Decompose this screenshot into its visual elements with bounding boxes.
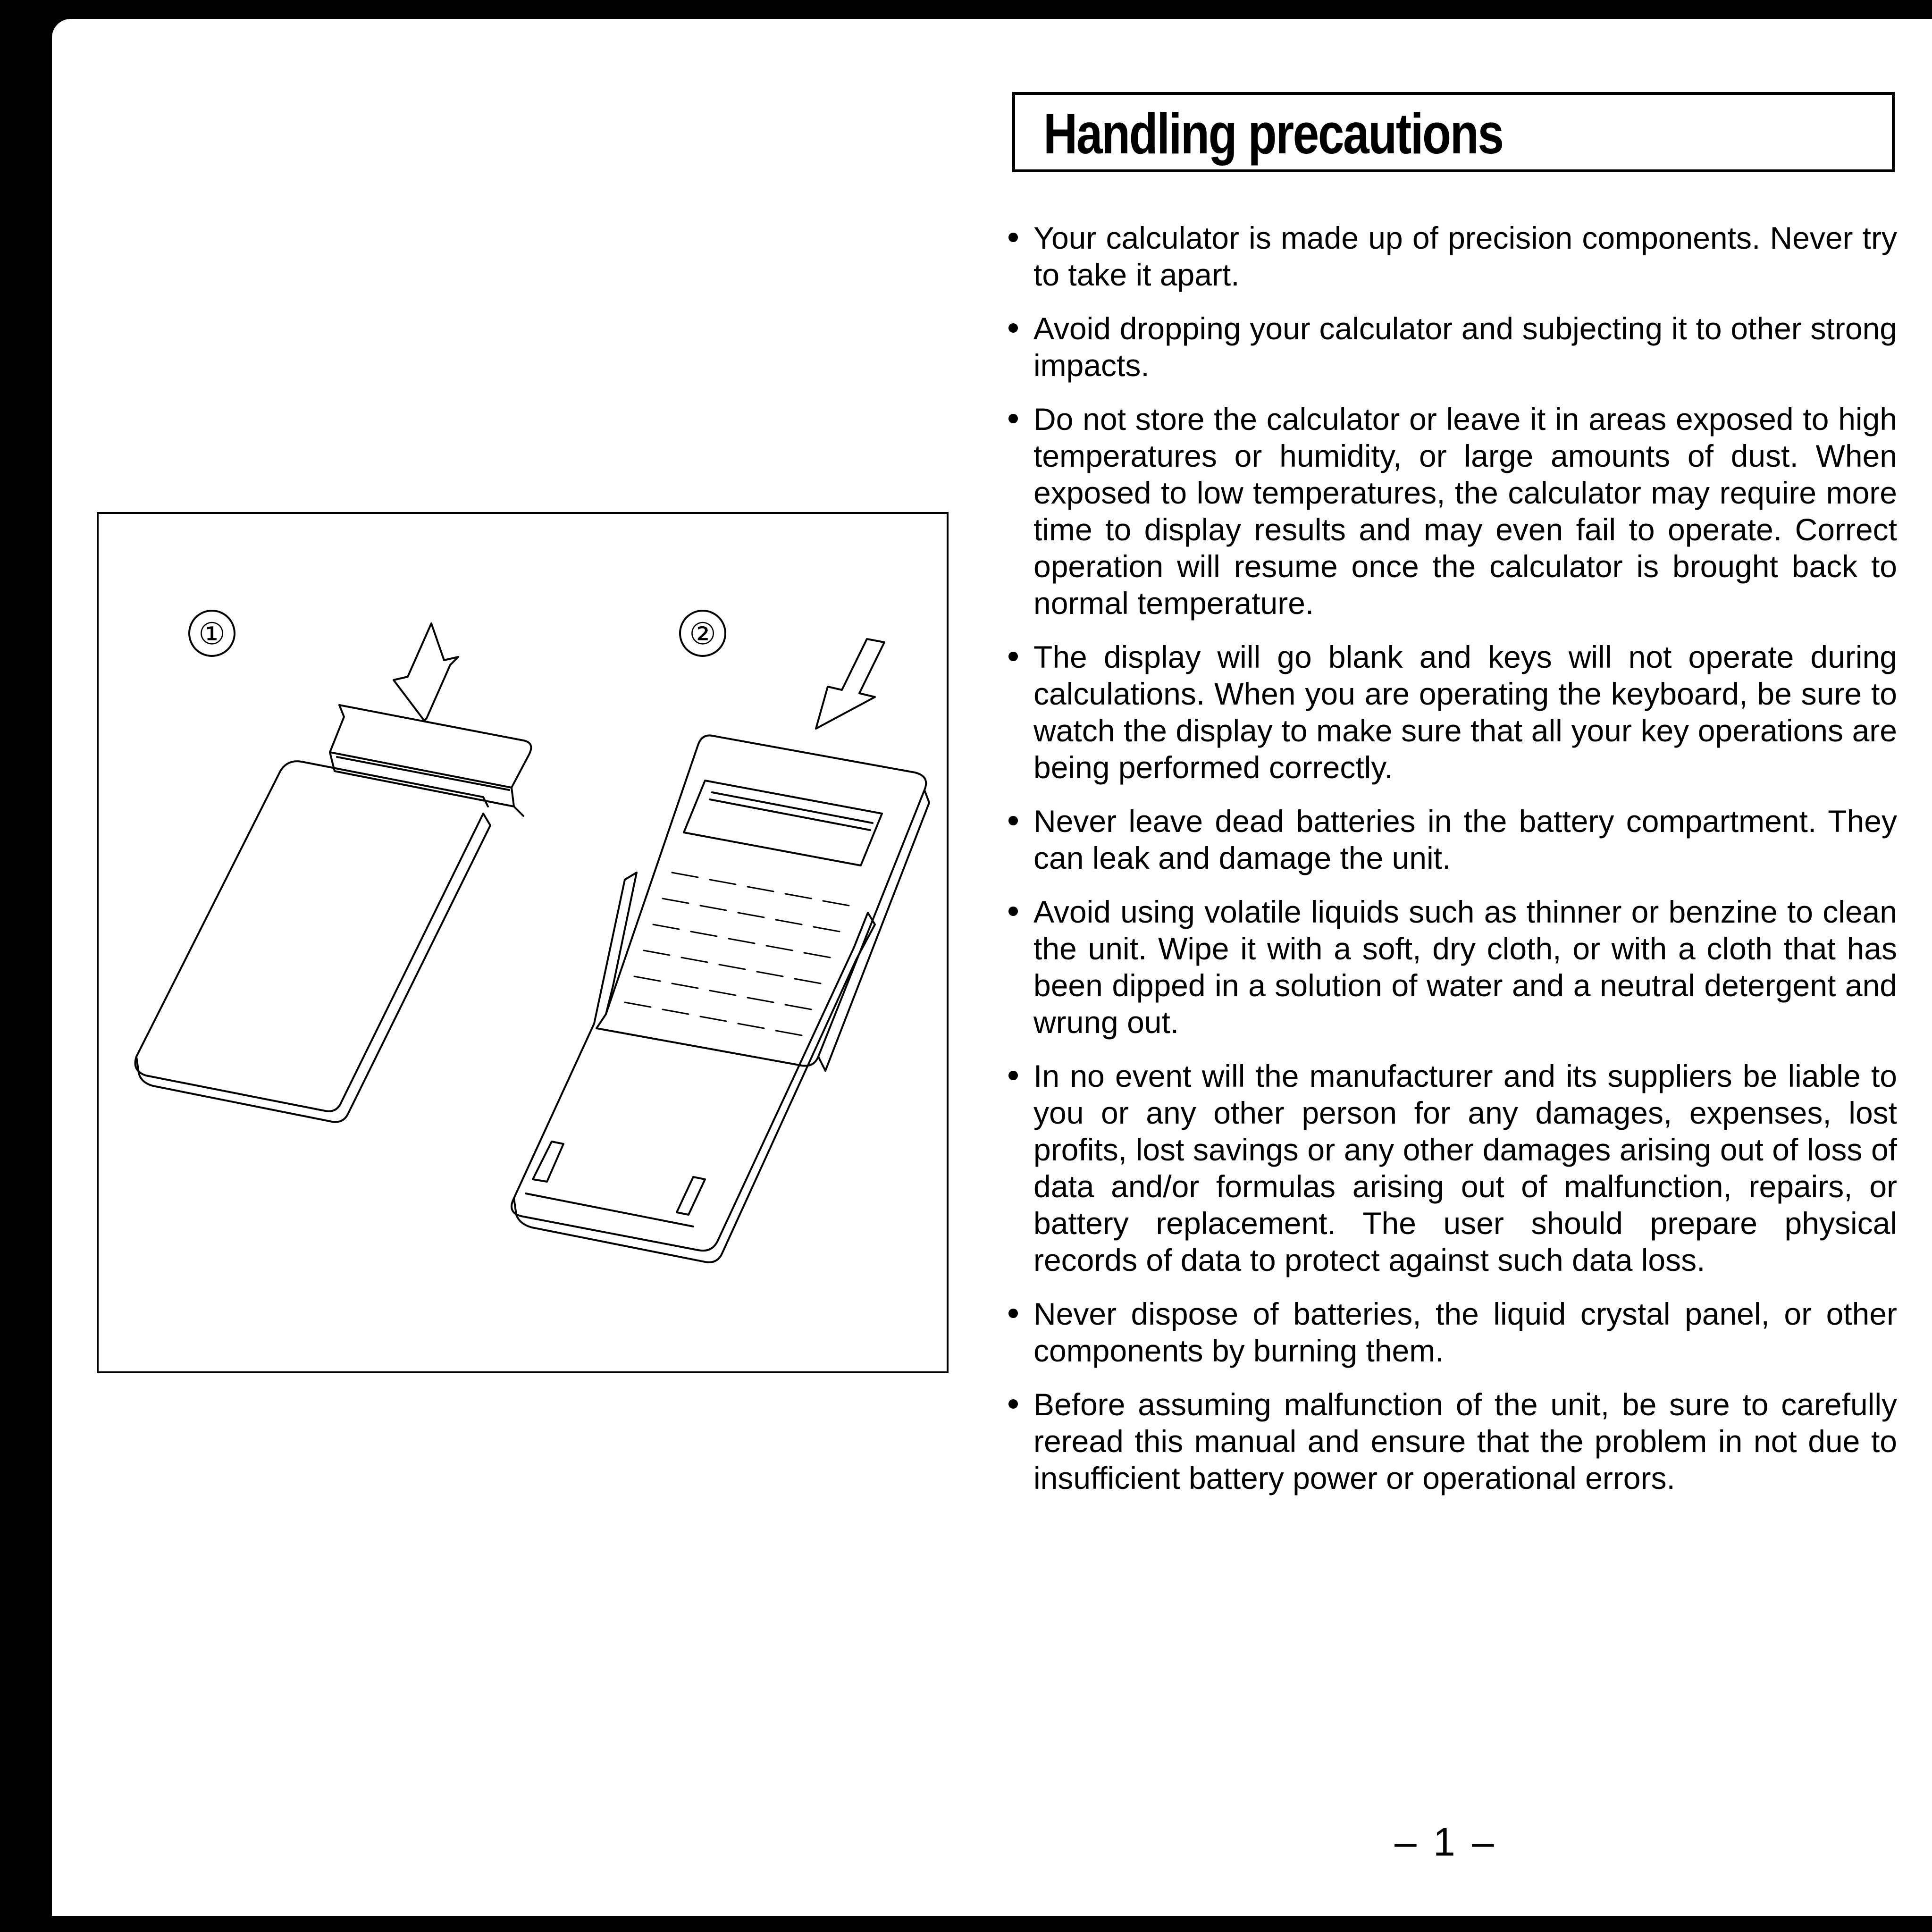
list-item-text: The display will go blank and keys will not operate during calculations. When you are operating the keyboard, be sure to watch the display to make sure that all your key operations are being performed correctly.: [1033, 639, 1897, 785]
bullet-icon: [1008, 816, 1018, 825]
list-item-text: Your calculator is made up of precision components. Never try to take it apart.: [1033, 220, 1897, 292]
page-number: – 1 –: [1394, 1820, 1497, 1864]
page-title: Handling precautions: [1043, 101, 1503, 166]
list-item: [1008, 803, 1897, 876]
page-shadow: [0, 1916, 1932, 1932]
bullet-icon: [1008, 907, 1018, 916]
list-item-text: Avoid using volatile liquids such as thinner or benzine to clean the unit. Wipe it with a soft, dry cloth, or with a cloth that has been dipped in a solution of water and a neutral detergent and wrung out.: [1033, 894, 1897, 1040]
arrow-down-icon: [816, 639, 884, 729]
calculator-keys: [625, 873, 849, 1035]
list-item: [1008, 1295, 1897, 1369]
calculator-shape: [596, 735, 929, 1071]
precautions-list: [1008, 219, 1897, 1513]
list-item-text: Do not store the calculator or leave it in areas exposed to high temperatures or humidity, or large amounts of dust. When exposed to low temperatures, the calculator may require more time to display results and may even fail to operate. Correct operation will resume once the calculator is brought back to normal temperature.: [1033, 402, 1897, 621]
list-item: [1008, 310, 1897, 384]
list-item: [1008, 219, 1897, 293]
list-item: [1008, 401, 1897, 622]
list-item-text: Never leave dead batteries in the battery compartment. They can leak and damage the unit.: [1033, 804, 1897, 875]
bullet-icon: [1008, 1309, 1018, 1318]
bullet-icon: [1008, 233, 1018, 242]
list-item: [1008, 1058, 1897, 1278]
bullet-icon: [1008, 1399, 1018, 1409]
list-item: [1008, 638, 1897, 786]
arrow-up-icon: [394, 623, 458, 721]
step-2-label: ②: [689, 617, 716, 651]
open-case-shape: [512, 873, 875, 1262]
list-item: [1008, 893, 1897, 1041]
bullet-icon: [1008, 652, 1018, 661]
list-item-text: Never dispose of batteries, the liquid crystal panel, or other components by burning them.: [1033, 1296, 1897, 1368]
heading-box: [1012, 92, 1895, 172]
list-item-text: In no event will the manufacturer and its suppliers be liable to you or any other person for any damages, expenses, lost profits, lost savings or any other damages arising out of loss of data and/or formulas arising out of malfunction, repairs, or battery replacement. The user should prepare physical records of data to protect against such data loss.: [1033, 1058, 1897, 1277]
closed-case-shape: [135, 705, 531, 1122]
bullet-icon: [1008, 414, 1018, 423]
list-item-text: Before assuming malfunction of the unit, be sure to carefully reread this manual and ensure that the problem in not due to insufficient battery power or operational errors.: [1033, 1387, 1897, 1495]
list-item-text: Avoid dropping your calculator and subjecting it to other strong impacts.: [1033, 311, 1897, 383]
list-item: [1008, 1386, 1897, 1496]
bullet-icon: [1008, 323, 1018, 333]
case-illustration: [97, 512, 949, 1373]
case-illustration-drawing: [99, 514, 947, 1371]
step-1-label: ①: [198, 617, 226, 651]
bullet-icon: [1008, 1071, 1018, 1080]
